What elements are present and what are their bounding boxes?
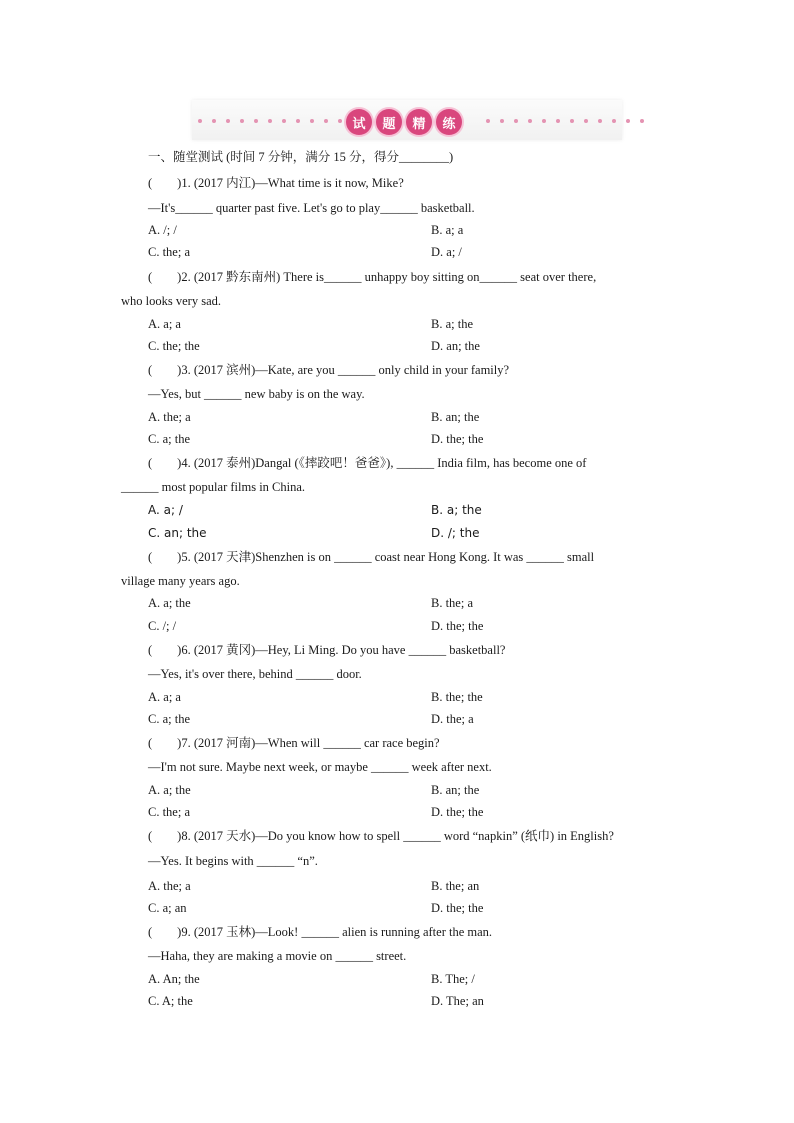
option-b: B. the; an [431,879,480,893]
question-6: ( )6. (2017 黄冈)—Hey, Li Ming. Do you have ______ basketball? [148,643,506,657]
banner-char: 题 [376,109,402,135]
banner-dots-right [486,119,644,123]
option-b: B. a; the [431,317,474,331]
option-d: D. the; the [431,901,484,915]
option-c: C. the; a [148,245,191,259]
option-a: A. a; a [148,690,181,704]
option-b: B. a; the [431,503,482,517]
question-9-line-2: —Haha, they are making a movie on ______ street. [148,949,407,963]
option-b: B. the; a [431,596,474,610]
question-1-line-2: —It's______ quarter past five. Let's go to play______ basketball. [148,201,475,215]
banner-char: 练 [436,109,462,135]
banner-char: 精 [406,109,432,135]
section-banner [192,100,622,140]
option-a: A. the; a [148,410,191,424]
option-c: C. the; the [148,339,200,353]
option-b: B. the; the [431,690,483,704]
option-c: C. a; the [148,432,191,446]
option-d: D. a; / [431,245,462,259]
question-6-line-2: —Yes, it's over there, behind ______ door. [148,667,362,681]
option-d: D. the; the [431,619,484,633]
question-4-line-2: ______ most popular films in China. [121,480,306,494]
option-d: D. the; the [431,805,484,819]
option-c: C. a; an [148,901,187,915]
option-a: A. a; a [148,317,181,331]
option-a: A. /; / [148,223,177,237]
option-b: B. a; a [431,223,464,237]
question-8: ( )8. (2017 天水)—Do you know how to spell ______ word “napkin” (纸巾) in English? [148,829,614,843]
option-d: D. The; an [431,994,484,1008]
option-a: A. the; a [148,879,191,893]
option-d: D. /; the [431,526,480,540]
option-b: B. an; the [431,783,480,797]
banner-dots-left [198,119,342,123]
option-a: A. a; the [148,783,191,797]
question-2: ( )2. (2017 黔东南州) There is______ unhappy boy sitting on______ seat over there, [148,270,597,284]
option-c: C. a; the [148,712,191,726]
option-d: D. the; the [431,432,484,446]
question-3-line-2: —Yes, but ______ new baby is on the way. [148,387,365,401]
question-5-line-2: village many years ago. [121,574,240,588]
question-1: ( )1. (2017 内江)—What time is it now, Mike? [148,176,404,190]
banner-char: 试 [346,109,372,135]
option-b: B. The; / [431,972,475,986]
question-8-line-2: —Yes. It begins with ______ “n”. [148,854,318,868]
option-a: A. a; the [148,596,191,610]
question-5: ( )5. (2017 天津)Shenzhen is on ______ coast near Hong Kong. It was ______ small [148,550,595,564]
option-c: C. the; a [148,805,191,819]
banner-title [346,109,462,135]
section-title: 一、随堂测试 (时间 7 分钟，满分 15 分，得分________) [148,150,454,164]
option-c: C. an; the [148,526,207,540]
option-c: C. A; the [148,994,193,1008]
option-d: D. the; a [431,712,474,726]
question-2-line-2: who looks very sad. [121,294,221,308]
question-7-line-2: —I'm not sure. Maybe next week, or maybe ______ week after next. [148,760,492,774]
option-b: B. an; the [431,410,480,424]
option-a: A. a; / [148,503,183,517]
question-4: ( )4. (2017 泰州)Dangal (《摔跤吧！爸爸》), ______ India film, has become one of [148,456,587,470]
question-3: ( )3. (2017 滨州)—Kate, are you ______ only child in your family? [148,363,510,377]
option-a: A. An; the [148,972,200,986]
question-7: ( )7. (2017 河南)—When will ______ car race begin? [148,736,440,750]
option-d: D. an; the [431,339,480,353]
option-c: C. /; / [148,619,177,633]
question-9: ( )9. (2017 玉林)—Look! ______ alien is running after the man. [148,925,493,939]
